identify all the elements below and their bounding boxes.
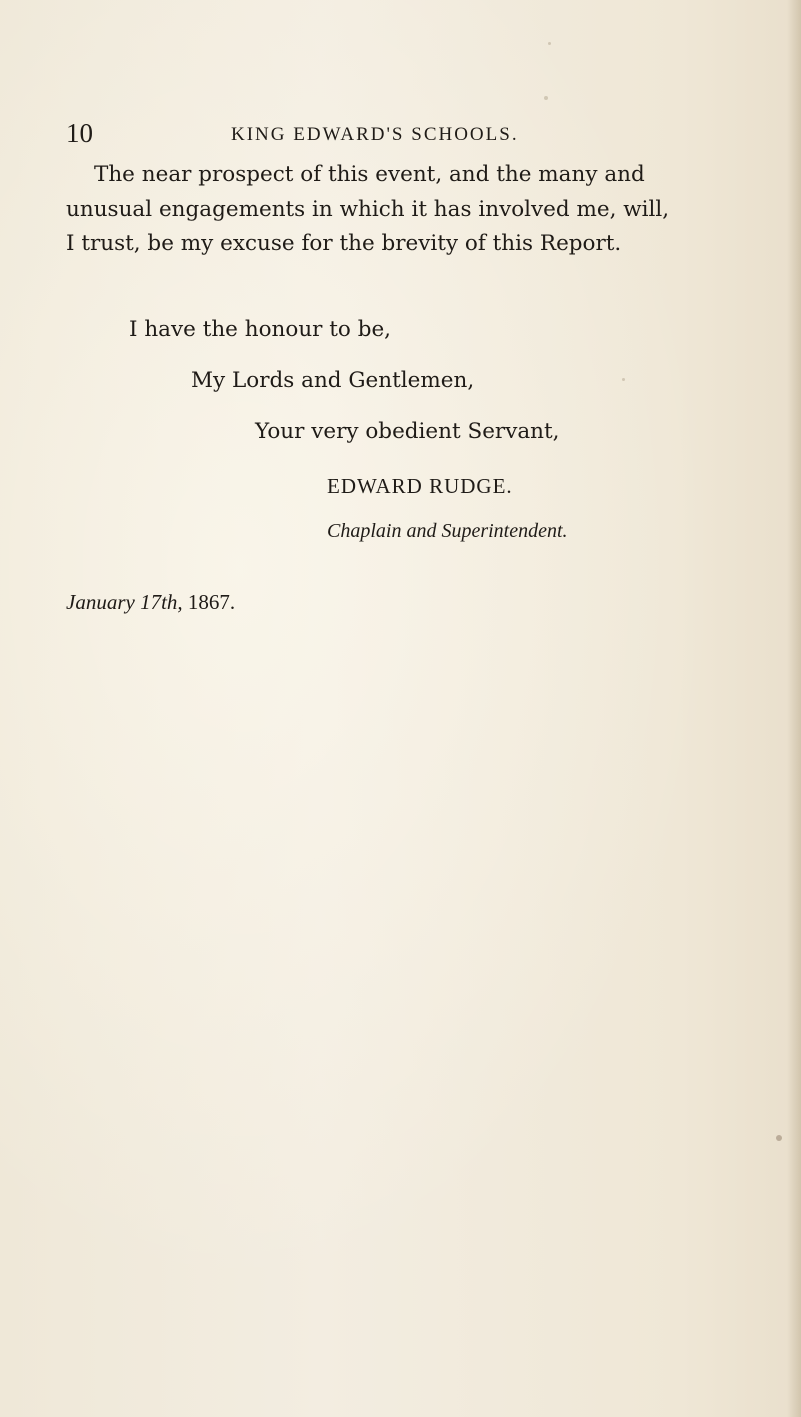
date-month-day: January 17th, xyxy=(66,590,183,614)
body-line: I trust, be my excuse for the brevity of this Report. xyxy=(66,231,622,256)
date-year: 1867. xyxy=(187,590,236,614)
body-line: The near prospect of this event, and the many and xyxy=(94,162,645,187)
closing-line-servant: Your very obedient Servant, xyxy=(255,419,560,444)
paper-speck xyxy=(544,96,548,100)
signature-name: EDWARD RUDGE. xyxy=(327,474,513,498)
letter-date xyxy=(66,588,235,616)
closing-line-salutation: My Lords and Gentlemen, xyxy=(191,368,475,393)
page-edge-shadow xyxy=(787,0,801,1417)
page-number: 10 xyxy=(66,118,93,148)
signature-title: Chaplain and Superintendent. xyxy=(327,520,568,542)
running-head xyxy=(66,118,586,148)
running-title: KING EDWARD'S SCHOOLS. xyxy=(231,124,519,145)
body-line: unusual engagements in which it has involved me, will, xyxy=(66,196,670,222)
paper-speck xyxy=(548,42,551,45)
body-paragraph xyxy=(66,158,734,262)
closing-line-honour: I have the honour to be, xyxy=(129,317,392,342)
paper-speck xyxy=(622,378,625,381)
paper-speck xyxy=(776,1135,782,1141)
